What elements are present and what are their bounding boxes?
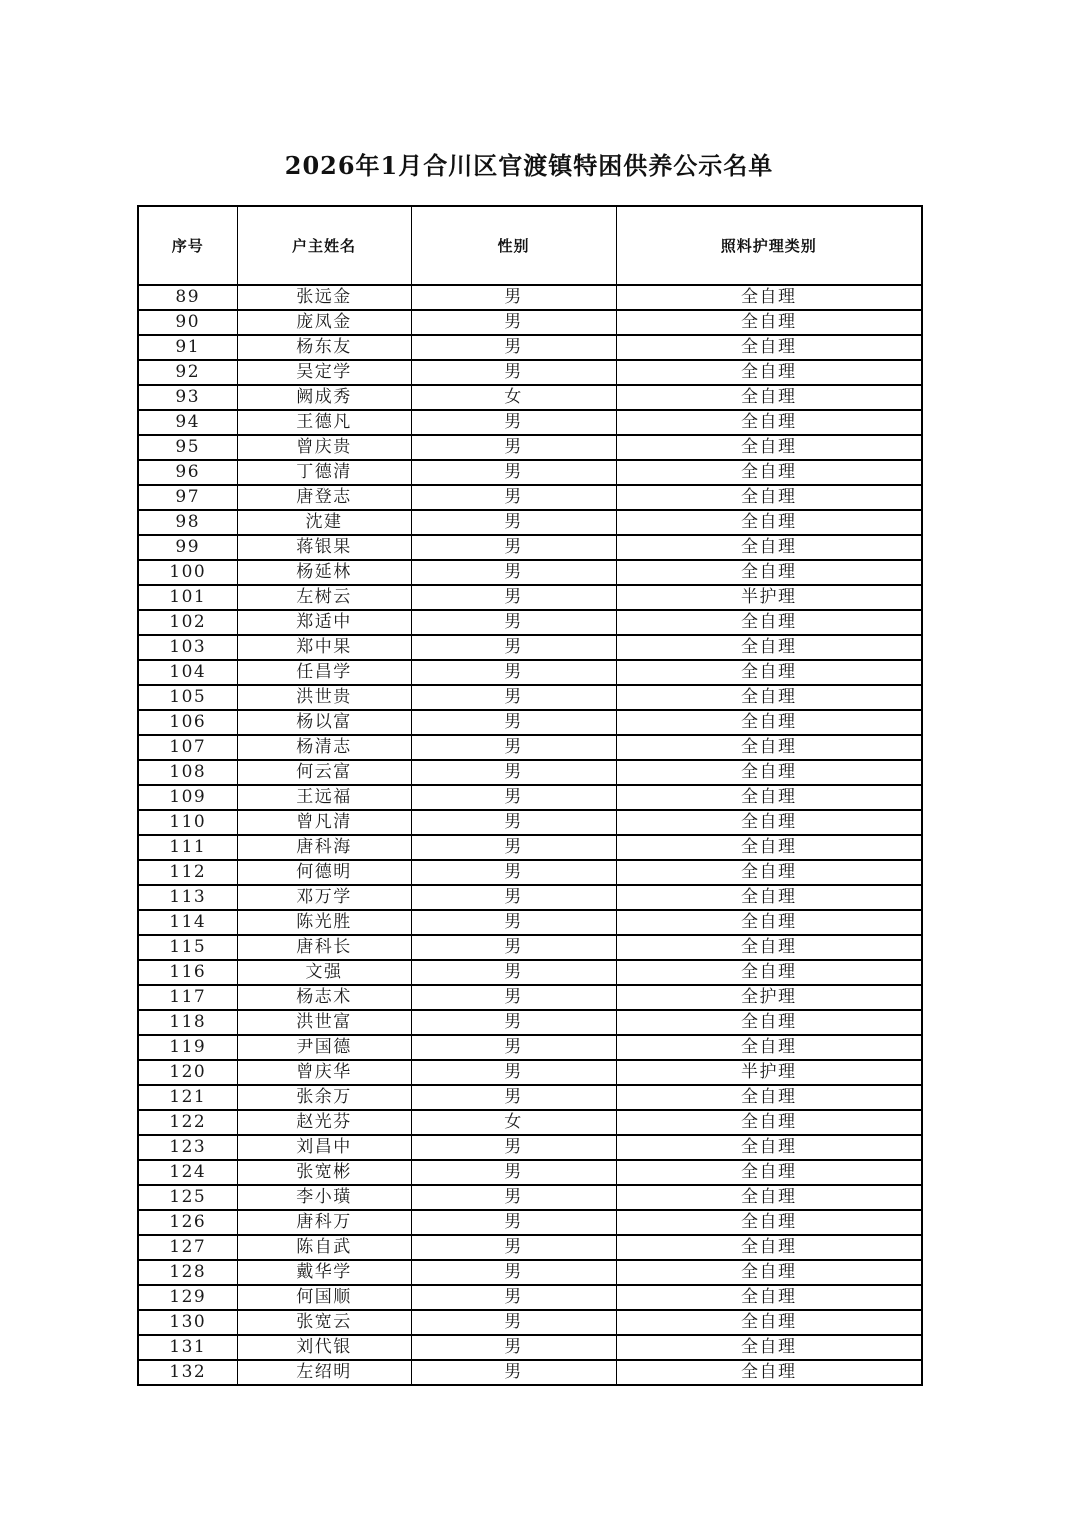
- table-cell: 李小璜: [237, 1185, 411, 1210]
- table-cell: 吴定学: [237, 360, 411, 385]
- table-cell: 全自理: [616, 685, 922, 710]
- table-cell: 112: [138, 860, 237, 885]
- table-cell: 男: [411, 910, 616, 935]
- table-cell: 杨东友: [237, 335, 411, 360]
- table-cell: 杨清志: [237, 735, 411, 760]
- table-cell: 全自理: [616, 510, 922, 535]
- table-cell: 阙成秀: [237, 385, 411, 410]
- table-cell: 126: [138, 1210, 237, 1235]
- header-cell-gender: 性别: [411, 206, 616, 285]
- table-cell: 全自理: [616, 1110, 922, 1135]
- table-cell: 男: [411, 1060, 616, 1085]
- page-title: 2026年1月合川区官渡镇特困供养公示名单: [284, 151, 774, 180]
- table-cell: 全自理: [616, 1360, 922, 1385]
- table-row: [138, 435, 922, 460]
- table-cell: 全自理: [616, 360, 922, 385]
- table-cell: 曾庆华: [237, 1060, 411, 1085]
- table-cell: 何德明: [237, 860, 411, 885]
- table-cell: 129: [138, 1285, 237, 1310]
- table-cell: 123: [138, 1135, 237, 1160]
- table-row: [138, 635, 922, 660]
- table-cell: 邓万学: [237, 885, 411, 910]
- table-cell: 全自理: [616, 785, 922, 810]
- header-cell-serial-number: 序号: [138, 206, 237, 285]
- table-cell: 全自理: [616, 660, 922, 685]
- table-cell: 全自理: [616, 285, 922, 310]
- table-cell: 唐科海: [237, 835, 411, 860]
- table-cell: 131: [138, 1335, 237, 1360]
- table-cell: 全自理: [616, 735, 922, 760]
- table-cell: 男: [411, 835, 616, 860]
- table-row: [138, 485, 922, 510]
- table-cell: 郑适中: [237, 610, 411, 635]
- table-cell: 杨延林: [237, 560, 411, 585]
- table-cell: 唐科万: [237, 1210, 411, 1235]
- table-cell: 全自理: [616, 710, 922, 735]
- table-row: [138, 1010, 922, 1035]
- table-cell: 114: [138, 910, 237, 935]
- table-cell: 男: [411, 560, 616, 585]
- table-cell: 男: [411, 685, 616, 710]
- table-cell: 男: [411, 1260, 616, 1285]
- roster-table: [137, 205, 923, 1386]
- table-row: [138, 1185, 922, 1210]
- table-cell: 120: [138, 1060, 237, 1085]
- table-row: [138, 660, 922, 685]
- table-cell: 男: [411, 335, 616, 360]
- table-cell: 90: [138, 310, 237, 335]
- table-row: [138, 985, 922, 1010]
- table-cell: 全自理: [616, 1235, 922, 1260]
- table-row: [138, 1260, 922, 1285]
- table-cell: 全自理: [616, 760, 922, 785]
- table-cell: 男: [411, 410, 616, 435]
- table-row: [138, 285, 922, 310]
- table-cell: 男: [411, 360, 616, 385]
- table-cell: 116: [138, 960, 237, 985]
- table-cell: 全自理: [616, 1260, 922, 1285]
- table-cell: 102: [138, 610, 237, 635]
- table-cell: 唐登志: [237, 485, 411, 510]
- table-cell: 郑中果: [237, 635, 411, 660]
- table-row: [138, 960, 922, 985]
- table-cell: 张远金: [237, 285, 411, 310]
- table-cell: 男: [411, 660, 616, 685]
- table-cell: 男: [411, 485, 616, 510]
- table-row: [138, 1335, 922, 1360]
- table-row: [138, 460, 922, 485]
- header-cell-household-head-name: 户主姓名: [237, 206, 411, 285]
- table-cell: 全自理: [616, 1010, 922, 1035]
- table-cell: 女: [411, 1110, 616, 1135]
- table-cell: 全自理: [616, 610, 922, 635]
- table-cell: 全自理: [616, 810, 922, 835]
- table-cell: 沈建: [237, 510, 411, 535]
- table-cell: 111: [138, 835, 237, 860]
- table-cell: 132: [138, 1360, 237, 1385]
- table-cell: 何云富: [237, 760, 411, 785]
- table-cell: 丁德清: [237, 460, 411, 485]
- table-row: [138, 1110, 922, 1135]
- table-cell: 全自理: [616, 310, 922, 335]
- table-row: [138, 1310, 922, 1335]
- header-row: [138, 206, 922, 285]
- table-cell: 男: [411, 735, 616, 760]
- table-cell: 121: [138, 1085, 237, 1110]
- table-cell: 半护理: [616, 585, 922, 610]
- table-cell: 何国顺: [237, 1285, 411, 1310]
- table-cell: 杨志术: [237, 985, 411, 1010]
- table-cell: 107: [138, 735, 237, 760]
- table-cell: 男: [411, 810, 616, 835]
- table-cell: 108: [138, 760, 237, 785]
- table-cell: 男: [411, 510, 616, 535]
- table-cell: 全自理: [616, 635, 922, 660]
- table-cell: 男: [411, 535, 616, 560]
- table-cell: 全自理: [616, 460, 922, 485]
- table-row: [138, 385, 922, 410]
- table-cell: 全自理: [616, 860, 922, 885]
- table-cell: 105: [138, 685, 237, 710]
- table-cell: 戴华学: [237, 1260, 411, 1285]
- table-row: [138, 1285, 922, 1310]
- table-row: [138, 1160, 922, 1185]
- table-cell: 杨以富: [237, 710, 411, 735]
- table-cell: 男: [411, 1335, 616, 1360]
- table-row: [138, 1060, 922, 1085]
- table-cell: 89: [138, 285, 237, 310]
- table-cell: 男: [411, 760, 616, 785]
- table-cell: 男: [411, 1185, 616, 1210]
- table-cell: 全自理: [616, 435, 922, 460]
- table-cell: 文强: [237, 960, 411, 985]
- table-cell: 119: [138, 1035, 237, 1060]
- table-cell: 99: [138, 535, 237, 560]
- table-cell: 115: [138, 935, 237, 960]
- table-row: [138, 735, 922, 760]
- table-cell: 全自理: [616, 485, 922, 510]
- table-cell: 全自理: [616, 385, 922, 410]
- table-row: [138, 610, 922, 635]
- table-cell: 蒋银果: [237, 535, 411, 560]
- table-row: [138, 560, 922, 585]
- table-cell: 庞凤金: [237, 310, 411, 335]
- table-cell: 96: [138, 460, 237, 485]
- table-cell: 尹国德: [237, 1035, 411, 1060]
- table-cell: 106: [138, 710, 237, 735]
- table-cell: 张宽云: [237, 1310, 411, 1335]
- table-cell: 男: [411, 435, 616, 460]
- table-cell: 全自理: [616, 410, 922, 435]
- table-cell: 93: [138, 385, 237, 410]
- table-cell: 男: [411, 610, 616, 635]
- table-cell: 男: [411, 1285, 616, 1310]
- table-cell: 全自理: [616, 835, 922, 860]
- table-cell: 全自理: [616, 1185, 922, 1210]
- table-cell: 全自理: [616, 1285, 922, 1310]
- table-row: [138, 1135, 922, 1160]
- table-row: [138, 710, 922, 735]
- table-cell: 男: [411, 985, 616, 1010]
- table-cell: 全自理: [616, 560, 922, 585]
- table-cell: 95: [138, 435, 237, 460]
- table-row: [138, 885, 922, 910]
- table-cell: 刘昌中: [237, 1135, 411, 1160]
- table-row: [138, 810, 922, 835]
- table-row: [138, 1360, 922, 1385]
- table-row: [138, 410, 922, 435]
- table-cell: 全自理: [616, 335, 922, 360]
- table-cell: 全自理: [616, 935, 922, 960]
- table-cell: 王德凡: [237, 410, 411, 435]
- table-cell: 全自理: [616, 1310, 922, 1335]
- table-cell: 101: [138, 585, 237, 610]
- table-cell: 全自理: [616, 535, 922, 560]
- table-row: [138, 335, 922, 360]
- table-cell: 陈光胜: [237, 910, 411, 935]
- table-cell: 104: [138, 660, 237, 685]
- table-row: [138, 1085, 922, 1110]
- table-cell: 97: [138, 485, 237, 510]
- table-cell: 男: [411, 1010, 616, 1035]
- table-cell: 男: [411, 885, 616, 910]
- table-row: [138, 535, 922, 560]
- table-cell: 男: [411, 1235, 616, 1260]
- table-row: [138, 760, 922, 785]
- table-row: [138, 360, 922, 385]
- table-cell: 98: [138, 510, 237, 535]
- table-cell: 男: [411, 1035, 616, 1060]
- table-cell: 男: [411, 460, 616, 485]
- header-cell-care-category: 照料护理类别: [616, 206, 922, 285]
- table-row: [138, 835, 922, 860]
- table-cell: 100: [138, 560, 237, 585]
- table-cell: 128: [138, 1260, 237, 1285]
- table-cell: 唐科长: [237, 935, 411, 960]
- table-cell: 全自理: [616, 1160, 922, 1185]
- table-cell: 男: [411, 1360, 616, 1385]
- table-cell: 全自理: [616, 885, 922, 910]
- table-cell: 全自理: [616, 1035, 922, 1060]
- table-cell: 男: [411, 860, 616, 885]
- table-cell: 110: [138, 810, 237, 835]
- table-cell: 全自理: [616, 1085, 922, 1110]
- table-cell: 洪世贵: [237, 685, 411, 710]
- table-body: [138, 285, 922, 1385]
- table-cell: 男: [411, 1160, 616, 1185]
- table-cell: 125: [138, 1185, 237, 1210]
- table-cell: 男: [411, 935, 616, 960]
- table-cell: 全自理: [616, 1210, 922, 1235]
- table-cell: 全护理: [616, 985, 922, 1010]
- table-cell: 男: [411, 785, 616, 810]
- table-cell: 91: [138, 335, 237, 360]
- table-cell: 全自理: [616, 1335, 922, 1360]
- table-cell: 全自理: [616, 960, 922, 985]
- table-cell: 男: [411, 1085, 616, 1110]
- table-cell: 刘代银: [237, 1335, 411, 1360]
- table-cell: 洪世富: [237, 1010, 411, 1035]
- table-cell: 113: [138, 885, 237, 910]
- table-cell: 左树云: [237, 585, 411, 610]
- table-cell: 左绍明: [237, 1360, 411, 1385]
- table-cell: 张余万: [237, 1085, 411, 1110]
- table-cell: 男: [411, 1210, 616, 1235]
- table-cell: 94: [138, 410, 237, 435]
- table-row: [138, 585, 922, 610]
- table-cell: 男: [411, 1310, 616, 1335]
- table-row: [138, 910, 922, 935]
- table-cell: 半护理: [616, 1060, 922, 1085]
- table-cell: 男: [411, 1135, 616, 1160]
- table-cell: 127: [138, 1235, 237, 1260]
- table-row: [138, 1210, 922, 1235]
- table-cell: 男: [411, 635, 616, 660]
- table-cell: 张宽彬: [237, 1160, 411, 1185]
- table-cell: 赵光芬: [237, 1110, 411, 1135]
- table-cell: 王远福: [237, 785, 411, 810]
- table-row: [138, 1235, 922, 1260]
- table-cell: 男: [411, 310, 616, 335]
- table-row: [138, 785, 922, 810]
- table-row: [138, 935, 922, 960]
- table-row: [138, 510, 922, 535]
- table-cell: 103: [138, 635, 237, 660]
- table-cell: 男: [411, 710, 616, 735]
- table-cell: 曾凡清: [237, 810, 411, 835]
- table-row: [138, 310, 922, 335]
- table-cell: 92: [138, 360, 237, 385]
- table-cell: 118: [138, 1010, 237, 1035]
- table-cell: 曾庆贵: [237, 435, 411, 460]
- table-row: [138, 685, 922, 710]
- table-cell: 124: [138, 1160, 237, 1185]
- table-cell: 陈自武: [237, 1235, 411, 1260]
- table-cell: 122: [138, 1110, 237, 1135]
- table-cell: 130: [138, 1310, 237, 1335]
- table-cell: 全自理: [616, 910, 922, 935]
- table-cell: 117: [138, 985, 237, 1010]
- table-cell: 任昌学: [237, 660, 411, 685]
- table-row: [138, 1035, 922, 1060]
- table-cell: 男: [411, 585, 616, 610]
- table-cell: 男: [411, 285, 616, 310]
- table-cell: 全自理: [616, 1135, 922, 1160]
- table-cell: 男: [411, 960, 616, 985]
- table-cell: 109: [138, 785, 237, 810]
- table-cell: 女: [411, 385, 616, 410]
- table-row: [138, 860, 922, 885]
